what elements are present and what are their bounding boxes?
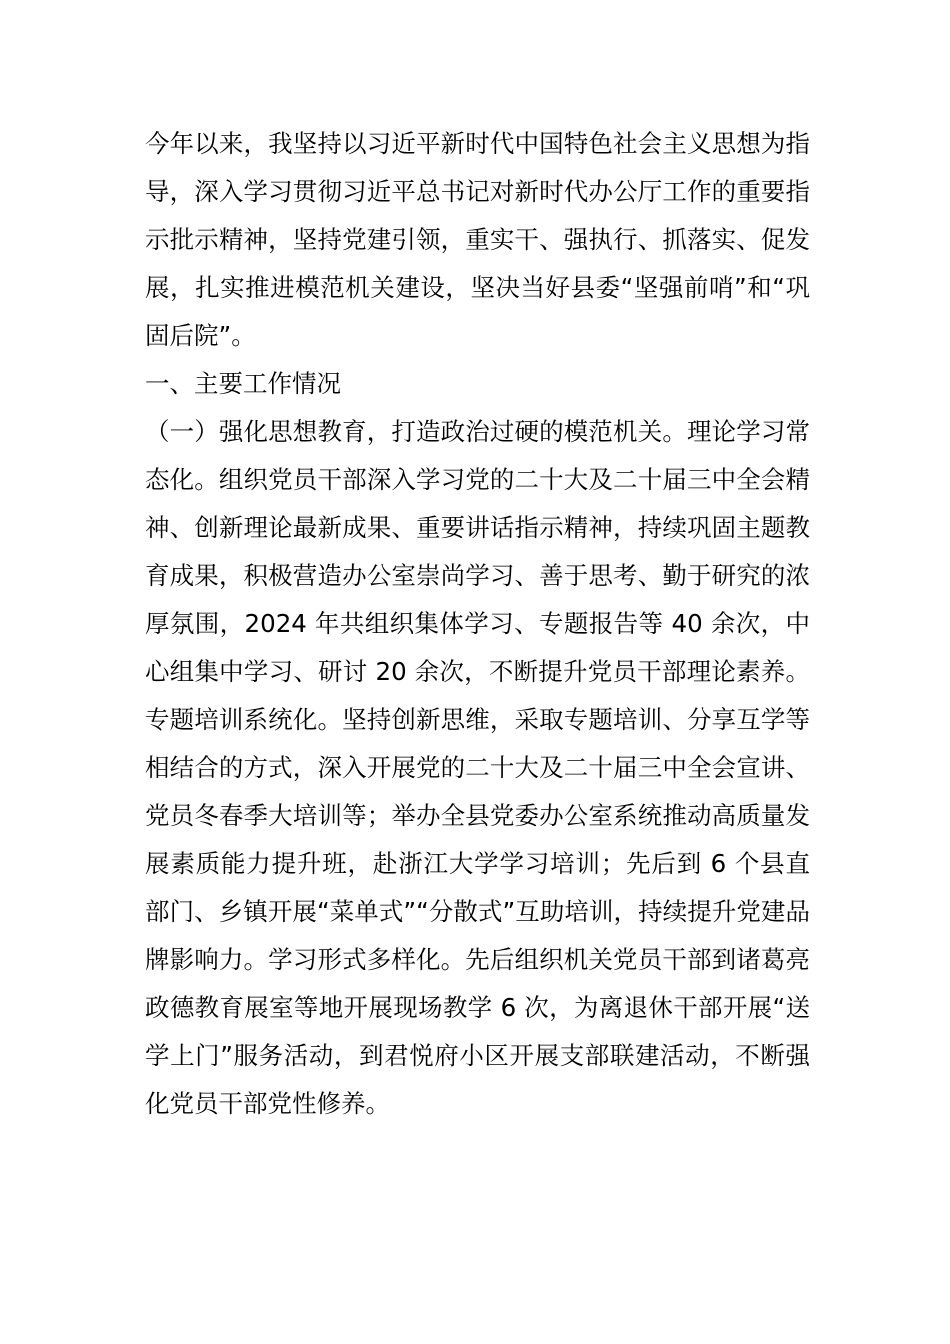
document-body	[145, 120, 810, 1128]
intro-paragraph: 今年以来，我坚持以习近平新时代中国特色社会主义思想为指导，深入学习贯彻习近平总书记对新时代办公厅工作的重要指示批示精神，坚持党建引领，重实干、强执行、抓落实、促发展，扎实推进模范机关建设，坚决当好县委“坚强前哨”和“巩固后院”。	[145, 129, 810, 350]
section-1-paragraph: （一）强化思想教育，打造政治过硬的模范机关。理论学习常态化。组织党员干部深入学习党的二十大及二十届三中全会精神、创新理论最新成果、重要讲话指示精神，持续巩固主题教育成果，积极营造办公室崇尚学习、善于思考、勤于研究的浓厚氛围，2024 年共组织集体学习、专题报告等 40 余次，中心组集中学习、研讨 20 余次，不断提升党员干部理论素养。专题培训系统化。坚持创新思维，采取专题培训、分享互学等相结合的方式，深入开展党的二十大及二十届三中全会宣讲、党员冬春季大培训等；举办全县党委办公室系统推动高质量发展素质能力提升班，赴浙江大学学习培训；先后到 6 个县直部门、乡镇开展“菜单式”“分散式”互助培训，持续提升党建品牌影响力。学习形式多样化。先后组织机关党员干部到诸葛亮政德教育展室等地开展现场教学 6 次，为离退休干部开展“送学上门”服务活动，到君悦府小区开展支部联建活动，不断强化党员干部党性修养。	[145, 417, 810, 1118]
section-heading: 一、主要工作情况	[145, 369, 341, 398]
